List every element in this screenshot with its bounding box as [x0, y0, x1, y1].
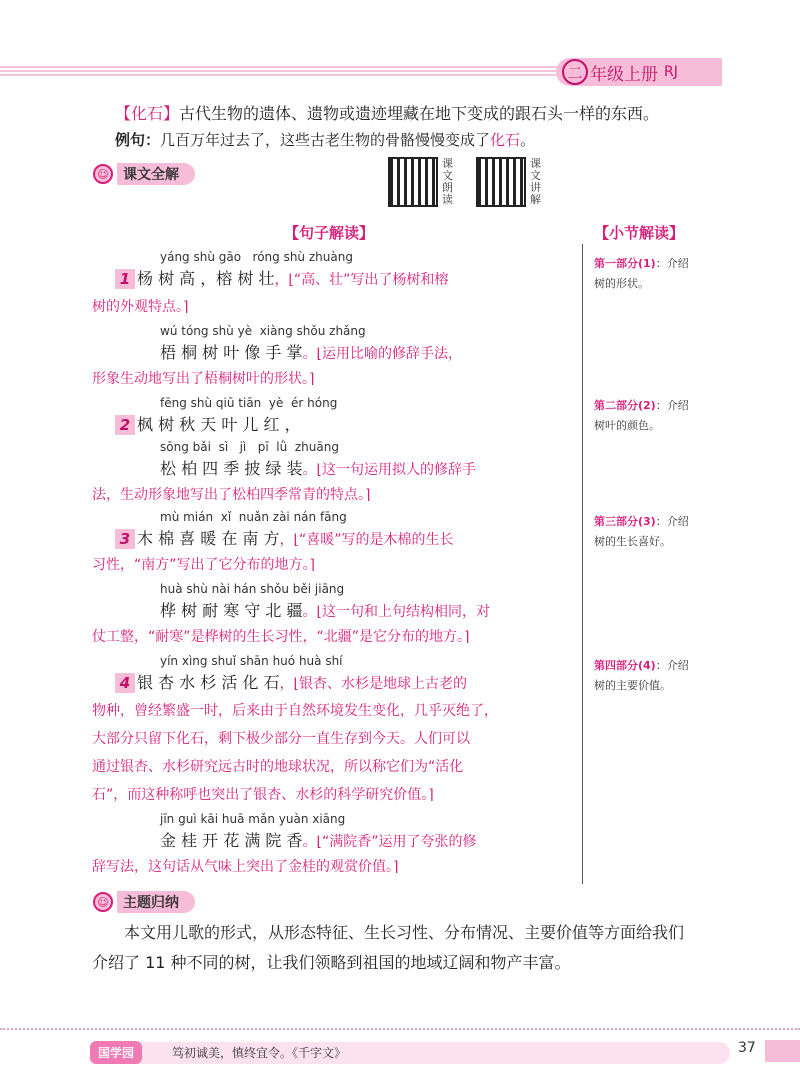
pinyin-line: fēng shù qiū tiān yè ér hóng: [160, 396, 338, 410]
qr-label-reading: 课文朗读: [442, 157, 453, 206]
poem-line: 1 杨 树 高 ，榕 树 壮，⌊“高、壮”写出了杨树和榕: [115, 266, 448, 293]
paragraph-number: 2: [115, 415, 135, 435]
paragraph-number: 3: [115, 529, 135, 549]
qr-label-lecture: 课文讲解: [530, 157, 541, 206]
grade-circle: 二: [562, 59, 588, 85]
section-label: 主题归纳: [117, 891, 195, 913]
vocab-entry: [115, 101, 659, 127]
header-stripe: [0, 66, 560, 76]
paragraph-number: 4: [115, 673, 135, 693]
smiley-icon: ☺: [93, 164, 113, 184]
example-highlight: 化石: [490, 131, 521, 149]
section-note-1: 第一部分(1)：介绍树的形状。: [594, 257, 689, 290]
poem-line: 3 木 棉 喜 暖 在 南 方，⌊“喜暖”写的是木棉的生长: [115, 526, 454, 553]
page-tab: [765, 1040, 800, 1062]
section-badge-full: [93, 163, 195, 185]
column-divider: [582, 244, 583, 884]
annotation-line: 大部分只留下化石，剩下极少部分一直生存到今天。人们可以: [92, 731, 470, 747]
pinyin-line: yáng shù gāo róng shù zhuàng: [160, 250, 353, 264]
column-title-sections: 【小节解读】: [594, 224, 685, 242]
pinyin-line: jīn guì kāi huā mǎn yuàn xiāng: [160, 812, 346, 826]
annotation-line: 仗工整，“耐寒”是桦树的生长习性，“北疆”是它分布的地方。⌉: [92, 629, 470, 645]
pinyin-line: huà shù nài hán shǒu běi jiāng: [160, 582, 345, 596]
grade-text: 年级上册: [590, 64, 658, 85]
poem-line: 梧 桐 树 叶 像 手 掌。⌊运用比喻的修辞手法，: [160, 343, 462, 362]
section-note-4: 第四部分(4)：介绍树的主要价值。: [594, 659, 689, 692]
footer-quote: 笃初诚美，慎终宜令。《千字文》: [172, 1046, 347, 1060]
example-text: 几百万年过去了，这些古老生物的骨骼慢慢变成了: [160, 131, 491, 149]
footer-badge: [90, 1038, 142, 1066]
qr-code-lecture[interactable]: [476, 157, 526, 207]
annotation-line: 物种，曾经繁盛一时，后来由于自然环境发生变化，几乎灭绝了，: [92, 703, 498, 719]
footer-badge-label: 国学园: [90, 1041, 142, 1064]
column-title-sentences: 【句子解读】: [284, 224, 375, 242]
annotation-line: 形象生动地写出了梧桐树叶的形状。⌉: [92, 371, 315, 387]
paragraph-number: 1: [115, 269, 135, 289]
poem-line: 2 枫 树 秋 天 叶 儿 红 ，: [115, 412, 301, 438]
qr-code-reading[interactable]: [388, 157, 438, 207]
poem-line: 4 银 杏 水 杉 活 化 石，⌊银杏、水杉是地球上古老的: [115, 670, 467, 697]
smiley-icon: ☺: [93, 892, 113, 912]
vocab-term: 【化石】: [115, 104, 180, 123]
annotation-line: 辞写法，这句话从气味上突出了金桂的观赏价值。⌉: [92, 859, 399, 875]
annotation-line: 树的外观特点。⌉: [92, 299, 189, 315]
section-note-2: 第二部分(2)：介绍树叶的颜色。: [594, 399, 689, 432]
page-number: 37: [738, 1040, 756, 1056]
footer-separator: [0, 1028, 800, 1030]
section-label: 课文全解: [117, 163, 195, 185]
pinyin-line: mù mián xǐ nuǎn zài nán fāng: [160, 510, 347, 524]
edition-label: RJ: [664, 64, 678, 80]
example-label: 例句: [115, 131, 146, 149]
annotation-line: 通过银杏、水杉研究远古时的地球状况，所以称它们为“活化: [92, 759, 464, 775]
example-sentence: 例句：几百万年过去了，这些古老生物的骨骼慢慢变成了化石。: [115, 131, 536, 149]
pinyin-line: sōng bǎi sì jì pī lǜ zhuāng: [160, 440, 339, 454]
section-note-3: 第三部分(3)：介绍树的生长喜好。: [594, 515, 689, 548]
summary-line-2: 介绍了 11 种不同的树，让我们领略到祖国的地域辽阔和物产丰富。: [92, 953, 571, 972]
annotation-line: 法，生动形象地写出了松柏四季常青的特点。⌉: [92, 487, 371, 503]
pinyin-line: yín xìng shuǐ shān huó huà shí: [160, 654, 343, 668]
annotation-line: 石”，而这种称呼也突出了银杏、水杉的科学研究价值。⌉: [92, 787, 434, 803]
poem-line: 桦 树 耐 寒 守 北 疆。⌊这一句和上句结构相同，对: [160, 601, 490, 620]
vocab-definition: 古代生物的遗体、遗物或遗迹埋藏在地下变成的跟石头一样的东西。: [179, 104, 660, 123]
section-badge-theme: [93, 891, 195, 913]
poem-line: 金 桂 开 花 满 院 香。⌊“满院香”运用了夸张的修: [160, 831, 477, 850]
pinyin-line: wú tóng shù yè xiàng shǒu zhǎng: [160, 324, 366, 338]
grade-tab: [556, 58, 722, 86]
summary-line-1: 本文用儿歌的形式，从形态特征、生长习性、分布情况、主要价值等方面给我们: [124, 923, 685, 942]
poem-line: 松 柏 四 季 披 绿 装。⌊这一句运用拟人的修辞手: [160, 459, 476, 478]
annotation-line: 习性，“南方”写出了它分布的地方。⌉: [92, 557, 315, 573]
